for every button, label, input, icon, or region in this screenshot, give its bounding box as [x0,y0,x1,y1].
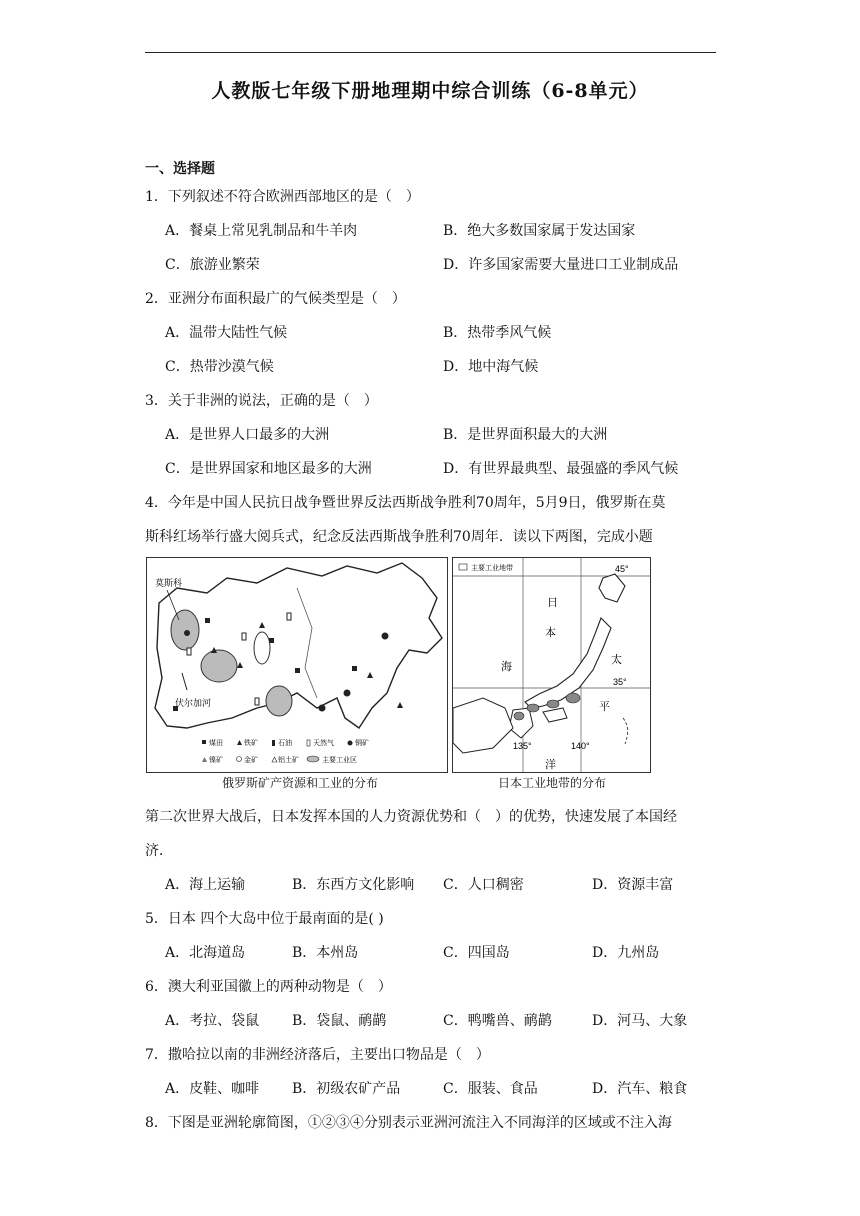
question-5-stem: 5．日本 四个大岛中位于最南面的是( ) [145,911,384,927]
legend-iron: 铁矿 [244,740,258,747]
question-4-prompt: 第二次世界大战后，日本发挥本国的人力资源优势和（ ）的优势，快速发展了本国经 [145,809,677,825]
q1-option-c[interactable]: C．旅游业繁荣 [165,257,260,273]
header-rule [145,52,716,53]
q6-option-d[interactable]: D．河马、大象 [592,1013,688,1029]
q2-option-a[interactable]: A．温带大陆性气候 [165,325,288,341]
q1-option-d[interactable]: D．许多国家需要大量进口工业制成品 [443,257,679,273]
question-4-stem-cont: 斯科红场举行盛大阅兵式，纪念反法西斯战争胜利70周年．读以下两图，完成小题 [145,529,653,545]
q4-option-a[interactable]: A．海上运输 [165,877,246,893]
question-3-stem: 3．关于非洲的说法，正确的是（ ） [145,393,378,409]
q5-option-c[interactable]: C．四国岛 [443,945,510,961]
question-2-stem: 2．亚洲分布面积最广的气候类型是（ ） [145,291,406,307]
ocean-char-3: 洋 [545,758,556,771]
question-7-stem: 7．撒哈拉以南的非洲经济落后，主要出口物品是（ ） [145,1047,490,1063]
q5-option-a[interactable]: A．北海道岛 [165,945,246,961]
question-1-stem: 1．下列叙述不符合欧洲西部地区的是（ ） [145,189,420,205]
lat-35-label: 35° [613,677,627,687]
legend-bauxite: 铝土矿 [278,757,299,764]
japan-map-caption: 日本工业地带的分布 [498,776,607,790]
legend-nickel: 镍矿 [209,757,223,764]
q7-option-c[interactable]: C．服装、食品 [443,1081,538,1097]
q2-option-c[interactable]: C．热带沙漠气候 [165,359,274,375]
russia-map-figure [146,557,448,773]
japan-legend: 主要工业地带 [471,565,513,572]
legend-oil: 石油 [278,740,292,747]
q5-option-b[interactable]: B．本州岛 [292,945,359,961]
q4-option-d[interactable]: D．资源丰富 [592,877,674,893]
q3-option-c[interactable]: C．是世界国家和地区最多的大洲 [165,461,372,477]
q3-option-d[interactable]: D．有世界最典型、最强盛的季风气候 [443,461,679,477]
lat-45-label: 45° [615,564,629,574]
sea-char-2: 本 [545,626,556,639]
q3-option-a[interactable]: A．是世界人口最多的大洲 [165,427,330,443]
q3-option-b[interactable]: B．是世界面积最大的大洲 [443,427,608,443]
question-8-stem: 8．下图是亚洲轮廓简图，①②③④分别表示亚洲河流注入不同海洋的区域或不注入海 [145,1115,672,1131]
moscow-label: 莫斯科 [155,578,183,588]
legend-coal: 煤田 [209,740,223,747]
q7-option-a[interactable]: A．皮鞋、咖啡 [165,1081,260,1097]
q6-option-b[interactable]: B．袋鼠、鸸鹋 [292,1013,387,1029]
volga-label: 伏尔加河 [175,698,212,708]
q7-option-b[interactable]: B．初级农矿产品 [292,1081,401,1097]
legend-industrial: 主要工业区 [322,757,357,764]
japan-map [453,558,650,772]
legend-gas: 天然气 [313,740,334,747]
q1-option-b[interactable]: B．绝大多数国家属于发达国家 [443,223,636,239]
question-4-prompt-cont: 济． [145,843,173,859]
lon-140-label: 140° [571,741,590,751]
lon-135-label: 135° [513,741,532,751]
question-6-stem: 6．澳大利亚国徽上的两种动物是（ ） [145,979,392,995]
ocean-char-1: 太 [611,653,622,666]
page-title: 人教版七年级下册地理期中综合训练（6-8单元） [211,80,649,102]
q1-option-a[interactable]: A．餐桌上常见乳制品和牛羊肉 [165,223,358,239]
legend-copper: 铜矿 [355,740,369,747]
sea-char-1: 日 [547,596,558,609]
q7-option-d[interactable]: D．汽车、粮食 [592,1081,688,1097]
q4-option-c[interactable]: C．人口稠密 [443,877,524,893]
q2-option-b[interactable]: B．热带季风气候 [443,325,552,341]
q4-option-b[interactable]: B．东西方文化影响 [292,877,415,893]
sea-char-3: 海 [501,660,512,673]
q2-option-d[interactable]: D．地中海气候 [443,359,539,375]
russia-legend [202,738,369,764]
q6-option-a[interactable]: A．考拉、袋鼠 [165,1013,260,1029]
russia-map [147,558,447,772]
russia-map-caption: 俄罗斯矿产资源和工业的分布 [222,776,379,790]
q5-option-d[interactable]: D．九州岛 [592,945,660,961]
japan-map-figure [452,557,651,773]
section-heading: 一、选择题 [145,161,215,177]
q6-option-c[interactable]: C．鸭嘴兽、鸸鹋 [443,1013,552,1029]
question-4-stem: 4．今年是中国人民抗日战争暨世界反法西斯战争胜利70周年，5月9日，俄罗斯在莫 [145,495,666,511]
legend-gold: 金矿 [244,757,258,764]
ocean-char-2: 平 [599,700,610,713]
